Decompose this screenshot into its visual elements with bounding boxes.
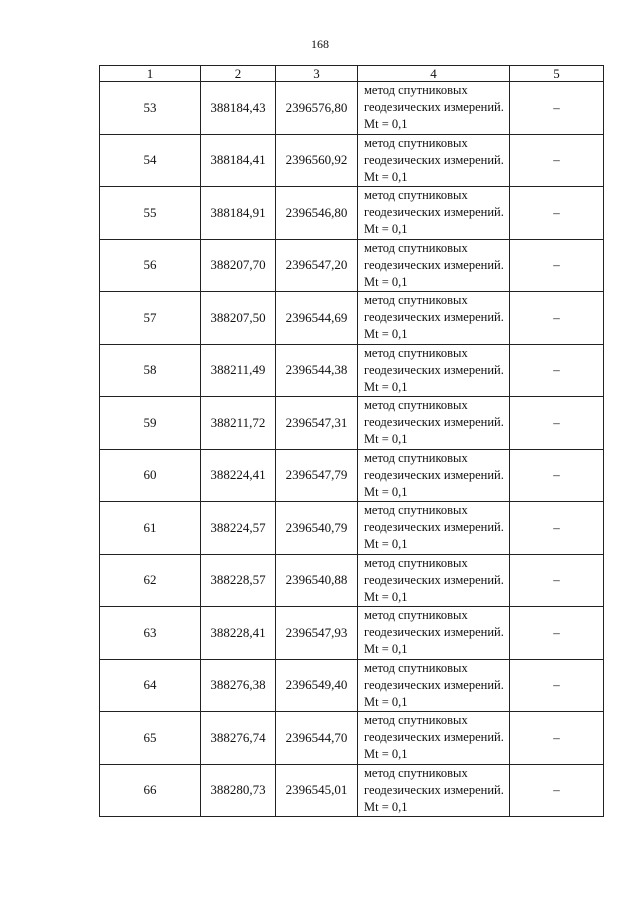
method-cell: метод спутниковых геодезических измерений. Mt = 0,1 — [358, 239, 510, 292]
note-cell: – — [510, 659, 604, 712]
table-row — [100, 82, 604, 135]
y-coordinate-cell: 2396576,80 — [276, 82, 358, 135]
x-coordinate-cell: 388224,57 — [201, 502, 276, 555]
point-number-cell: 55 — [100, 187, 201, 240]
table-row — [100, 449, 604, 502]
method-cell: метод спутниковых геодезических измерений. Mt = 0,1 — [358, 344, 510, 397]
point-number-cell: 62 — [100, 554, 201, 607]
note-cell: – — [510, 82, 604, 135]
x-coordinate-cell: 388276,38 — [201, 659, 276, 712]
table-row — [100, 502, 604, 555]
point-number-cell: 66 — [100, 764, 201, 817]
header-col-1: 1 — [100, 66, 201, 82]
method-cell: метод спутниковых геодезических измерений. Mt = 0,1 — [358, 134, 510, 187]
note-cell: – — [510, 607, 604, 660]
y-coordinate-cell: 2396547,20 — [276, 239, 358, 292]
note-cell: – — [510, 292, 604, 345]
method-cell: метод спутниковых геодезических измерений. Mt = 0,1 — [358, 607, 510, 660]
point-number-cell: 57 — [100, 292, 201, 345]
y-coordinate-cell: 2396547,79 — [276, 449, 358, 502]
method-cell: метод спутниковых геодезических измерений. Mt = 0,1 — [358, 292, 510, 345]
y-coordinate-cell: 2396549,40 — [276, 659, 358, 712]
x-coordinate-cell: 388276,74 — [201, 712, 276, 765]
x-coordinate-cell: 388207,70 — [201, 239, 276, 292]
point-number-cell: 61 — [100, 502, 201, 555]
header-col-2: 2 — [201, 66, 276, 82]
note-cell: – — [510, 764, 604, 817]
y-coordinate-cell: 2396544,70 — [276, 712, 358, 765]
page-number: 168 — [311, 37, 329, 51]
note-cell: – — [510, 134, 604, 187]
point-number-cell: 58 — [100, 344, 201, 397]
header-row — [100, 66, 604, 82]
x-coordinate-cell: 388184,41 — [201, 134, 276, 187]
y-coordinate-cell: 2396546,80 — [276, 187, 358, 240]
table-row — [100, 239, 604, 292]
note-cell: – — [510, 344, 604, 397]
table-row — [100, 134, 604, 187]
y-coordinate-cell: 2396544,38 — [276, 344, 358, 397]
method-cell: метод спутниковых геодезических измерений. Mt = 0,1 — [358, 712, 510, 765]
y-coordinate-cell: 2396544,69 — [276, 292, 358, 345]
point-number-cell: 64 — [100, 659, 201, 712]
note-cell: – — [510, 712, 604, 765]
x-coordinate-cell: 388228,41 — [201, 607, 276, 660]
point-number-cell: 63 — [100, 607, 201, 660]
point-number-cell: 60 — [100, 449, 201, 502]
y-coordinate-cell: 2396547,31 — [276, 397, 358, 450]
table-row — [100, 764, 604, 817]
method-cell: метод спутниковых геодезических измерений. Mt = 0,1 — [358, 397, 510, 450]
note-cell: – — [510, 554, 604, 607]
table-header — [100, 66, 604, 82]
point-number-cell: 53 — [100, 82, 201, 135]
point-number-cell: 65 — [100, 712, 201, 765]
table-row — [100, 712, 604, 765]
method-cell: метод спутниковых геодезических измерений. Mt = 0,1 — [358, 82, 510, 135]
x-coordinate-cell: 388224,41 — [201, 449, 276, 502]
note-cell: – — [510, 449, 604, 502]
x-coordinate-cell: 388211,72 — [201, 397, 276, 450]
table-row — [100, 659, 604, 712]
y-coordinate-cell: 2396547,93 — [276, 607, 358, 660]
note-cell: – — [510, 502, 604, 555]
point-number-cell: 56 — [100, 239, 201, 292]
x-coordinate-cell: 388211,49 — [201, 344, 276, 397]
method-cell: метод спутниковых геодезических измерений. Mt = 0,1 — [358, 659, 510, 712]
table-row — [100, 292, 604, 345]
y-coordinate-cell: 2396540,79 — [276, 502, 358, 555]
table-body — [100, 82, 604, 817]
header-col-3: 3 — [276, 66, 358, 82]
x-coordinate-cell: 388228,57 — [201, 554, 276, 607]
point-number-cell: 54 — [100, 134, 201, 187]
table-row — [100, 187, 604, 240]
note-cell: – — [510, 239, 604, 292]
y-coordinate-cell: 2396540,88 — [276, 554, 358, 607]
method-cell: метод спутниковых геодезических измерений. Mt = 0,1 — [358, 502, 510, 555]
table-row — [100, 607, 604, 660]
point-number-cell: 59 — [100, 397, 201, 450]
header-col-4: 4 — [358, 66, 510, 82]
x-coordinate-cell: 388184,43 — [201, 82, 276, 135]
method-cell: метод спутниковых геодезических измерений. Mt = 0,1 — [358, 449, 510, 502]
method-cell: метод спутниковых геодезических измерений. Mt = 0,1 — [358, 554, 510, 607]
x-coordinate-cell: 388184,91 — [201, 187, 276, 240]
y-coordinate-cell: 2396560,92 — [276, 134, 358, 187]
x-coordinate-cell: 388207,50 — [201, 292, 276, 345]
method-cell: метод спутниковых геодезических измерений. Mt = 0,1 — [358, 187, 510, 240]
note-cell: – — [510, 397, 604, 450]
table-row — [100, 397, 604, 450]
coordinates-table — [99, 65, 604, 817]
table-row — [100, 344, 604, 397]
table-row — [100, 554, 604, 607]
y-coordinate-cell: 2396545,01 — [276, 764, 358, 817]
note-cell: – — [510, 187, 604, 240]
header-col-5: 5 — [510, 66, 604, 82]
x-coordinate-cell: 388280,73 — [201, 764, 276, 817]
method-cell: метод спутниковых геодезических измерений. Mt = 0,1 — [358, 764, 510, 817]
